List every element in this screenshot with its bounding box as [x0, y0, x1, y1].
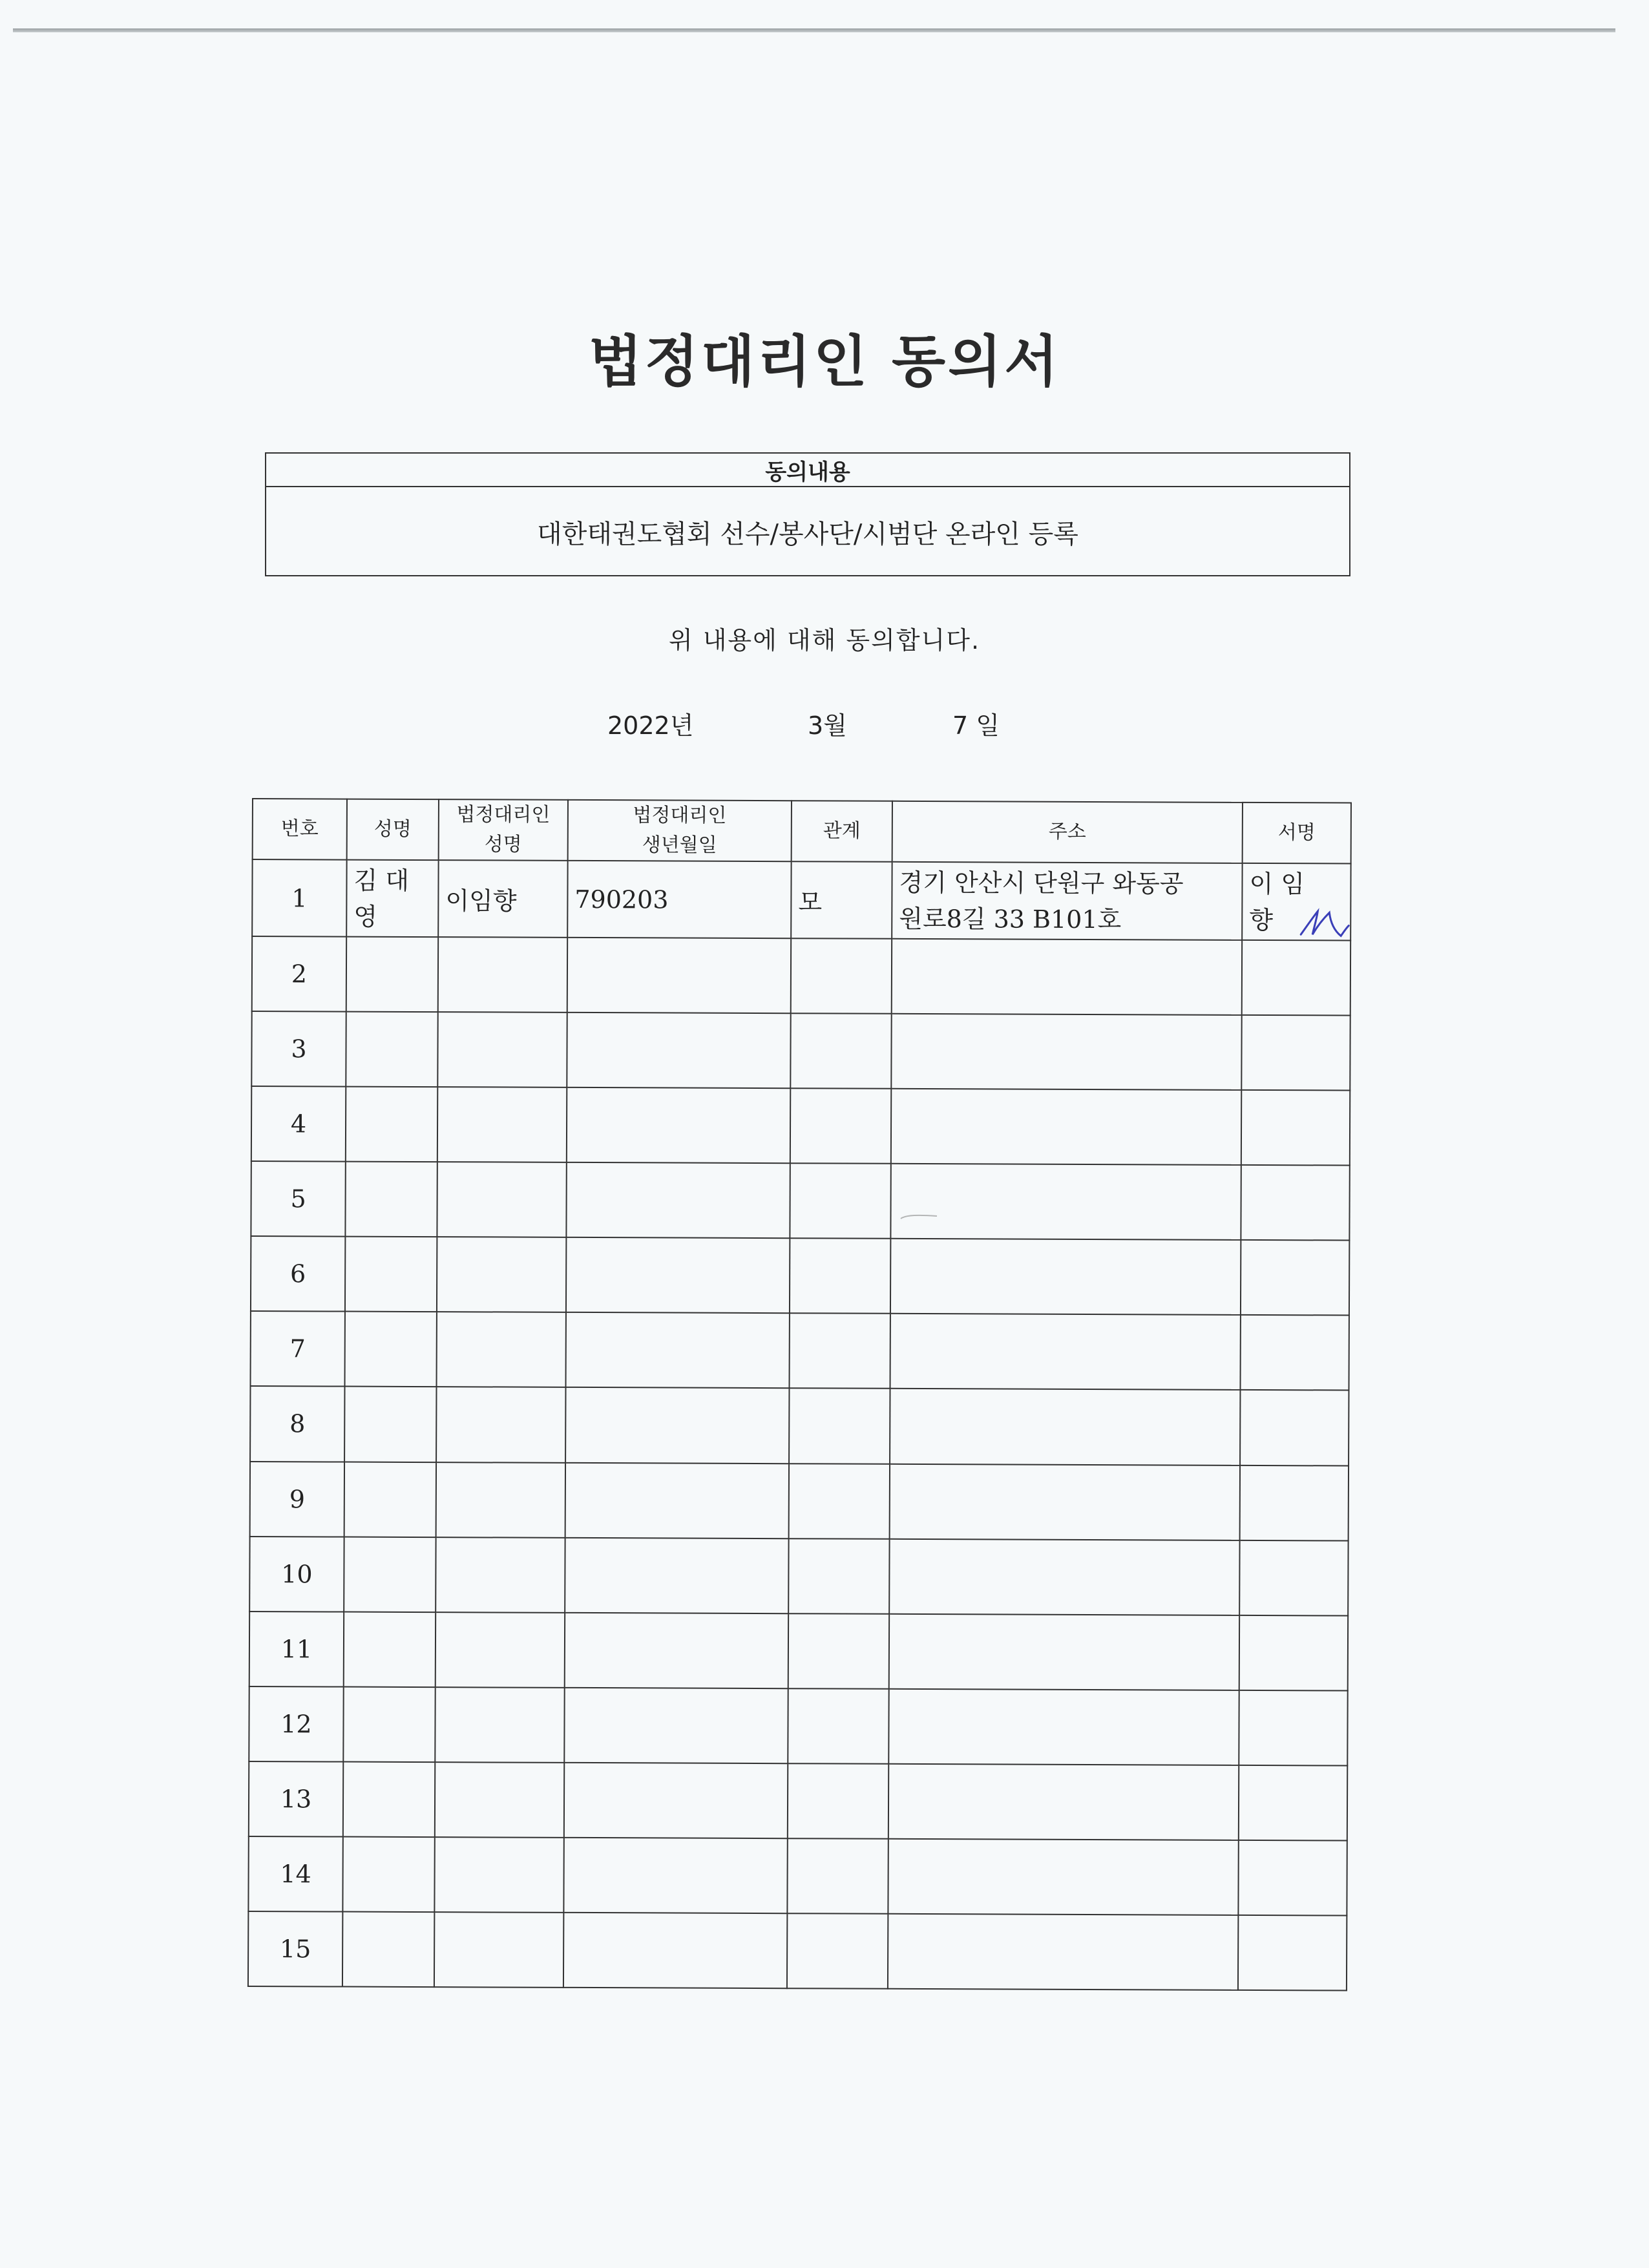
table-row	[251, 1161, 1349, 1241]
header-guardian-name-line2: 성명	[484, 833, 522, 856]
cell-address	[890, 1314, 1240, 1390]
cell-guardian-name	[437, 1087, 567, 1162]
cell-address	[891, 1089, 1241, 1165]
cell-name	[346, 1087, 437, 1162]
cell-signature	[1241, 1240, 1349, 1316]
table-row	[248, 1836, 1347, 1916]
cell-relation	[788, 1763, 888, 1839]
header-relation: 관계	[792, 801, 892, 862]
cell-name	[343, 1761, 435, 1837]
table-row	[249, 1537, 1348, 1616]
cell-name	[345, 1162, 437, 1237]
cell-signature	[1239, 1765, 1347, 1841]
cell-no: 12	[249, 1686, 343, 1762]
cell-signature	[1238, 1840, 1347, 1916]
cell-address	[888, 1764, 1239, 1840]
cell-signature: 이 임 향	[1242, 863, 1350, 941]
consent-body: 대한태권도협회 선수/봉사단/시범단 온라인 등록	[537, 519, 1078, 549]
cell-name	[342, 1911, 434, 1987]
cell-relation	[787, 1838, 888, 1914]
cell-address	[888, 1688, 1239, 1765]
cell-guardian-name	[437, 1237, 566, 1312]
cell-address	[891, 1014, 1241, 1090]
table-row	[249, 1612, 1348, 1691]
cell-signature	[1242, 940, 1350, 1016]
cell-signature	[1239, 1540, 1348, 1615]
agreement-statement: 위 내용에 대해 동의합니다.	[668, 626, 981, 655]
cell-guardian-name	[438, 937, 567, 1013]
cell-guardian-name	[436, 1537, 565, 1613]
cell-name	[343, 1686, 435, 1762]
cell-address: 경기 안산시 단원구 와동공 원로8길 33 B101호	[892, 862, 1242, 940]
table-row	[251, 1011, 1350, 1091]
cell-no: 14	[248, 1836, 342, 1912]
header-no: 번호	[253, 799, 347, 860]
cell-signature	[1240, 1390, 1349, 1465]
cell-no: 11	[249, 1612, 344, 1687]
cell-name	[346, 937, 438, 1013]
cell-guardian-birth	[567, 1013, 790, 1088]
table-row	[249, 1686, 1347, 1766]
cell-no: 9	[250, 1462, 344, 1537]
cell-address	[890, 1389, 1240, 1465]
guardian-table	[247, 798, 1352, 1991]
cell-guardian-birth	[566, 1162, 790, 1238]
cell-signature	[1240, 1315, 1349, 1391]
date-month: 3월	[808, 711, 847, 740]
cell-guardian-name	[437, 1162, 566, 1237]
cell-address	[888, 1839, 1238, 1915]
cell-relation	[790, 1013, 891, 1089]
table-header-row	[253, 799, 1351, 864]
cell-name	[344, 1612, 436, 1687]
cell-name	[346, 1012, 437, 1087]
cell-relation	[789, 1464, 890, 1539]
table-body	[248, 859, 1351, 1991]
cell-signature	[1238, 1915, 1347, 1991]
cell-name: 김 대 영	[346, 860, 438, 938]
cell-no: 4	[251, 1086, 346, 1162]
table-row	[249, 1761, 1347, 1841]
cell-guardian-name: 이임향	[438, 860, 567, 938]
cell-relation	[789, 1314, 890, 1389]
cell-guardian-name	[436, 1387, 565, 1463]
table-row	[250, 1386, 1349, 1465]
cell-guardian-name	[437, 1312, 566, 1387]
header-guardian-birth-line1: 법정대리인	[633, 804, 727, 827]
table-row	[251, 1236, 1349, 1316]
cell-name	[344, 1387, 436, 1462]
cell-no: 1	[252, 859, 346, 937]
cell-guardian-name	[436, 1462, 565, 1538]
cell-relation	[788, 1688, 888, 1764]
cell-no: 15	[248, 1911, 342, 1987]
cell-guardian-birth	[564, 1688, 788, 1763]
cell-guardian-birth: 790203	[567, 861, 791, 938]
consent-content-box	[265, 452, 1350, 576]
header-guardian-name	[439, 799, 568, 861]
document-title: 법정대리인 동의서	[588, 330, 1061, 394]
cell-address	[890, 1164, 1241, 1240]
cell-name	[344, 1462, 436, 1537]
guardian-table-container	[247, 798, 1350, 1991]
header-guardian-birth	[568, 800, 792, 861]
scan-edge-line	[13, 28, 1615, 32]
cell-guardian-birth	[564, 1763, 788, 1838]
cell-guardian-birth	[567, 1087, 790, 1163]
cell-relation: 모	[791, 861, 892, 939]
cell-guardian-birth	[566, 1312, 790, 1388]
cell-address	[892, 939, 1242, 1015]
cell-name	[344, 1537, 436, 1612]
cell-signature	[1239, 1615, 1348, 1691]
consent-header: 동의내용	[266, 454, 1349, 487]
cell-guardian-name	[437, 1012, 567, 1087]
cell-name	[345, 1237, 437, 1312]
cell-no: 8	[250, 1386, 344, 1462]
cell-signature	[1241, 1165, 1349, 1241]
cell-relation	[791, 938, 892, 1014]
cell-guardian-birth	[563, 1838, 787, 1913]
cell-address	[890, 1464, 1240, 1540]
cell-guardian-name	[435, 1762, 564, 1838]
table-row	[252, 936, 1350, 1016]
header-name: 성명	[347, 799, 439, 861]
cell-relation	[790, 1163, 890, 1239]
cell-address	[888, 1914, 1238, 1990]
header-guardian-birth-line2: 생년월일	[642, 834, 717, 857]
date-year: 2022년	[607, 711, 694, 740]
cell-relation	[787, 1913, 888, 1989]
cell-no: 7	[251, 1311, 345, 1387]
table-row	[251, 1311, 1349, 1391]
cell-name	[345, 1312, 437, 1387]
table-row	[252, 859, 1350, 941]
cell-relation	[788, 1613, 889, 1689]
cell-guardian-birth	[565, 1387, 789, 1463]
cell-relation	[788, 1538, 889, 1614]
scan-smudge	[899, 1212, 938, 1221]
cell-guardian-name	[434, 1837, 563, 1913]
header-address: 주소	[892, 801, 1243, 863]
cell-guardian-birth	[565, 1613, 788, 1688]
cell-signature	[1241, 1015, 1350, 1091]
cell-no: 10	[249, 1537, 344, 1612]
cell-address	[889, 1538, 1239, 1615]
cell-no: 2	[252, 936, 346, 1012]
handwritten-signature	[1298, 906, 1350, 938]
cell-guardian-name	[434, 1912, 563, 1988]
cell-guardian-name	[435, 1687, 564, 1763]
cell-relation	[789, 1389, 890, 1464]
cell-address	[890, 1239, 1241, 1315]
cell-guardian-name	[436, 1612, 565, 1688]
table-row	[250, 1462, 1349, 1541]
cell-no: 3	[251, 1011, 346, 1087]
cell-signature	[1239, 1690, 1347, 1766]
cell-guardian-birth	[565, 1462, 789, 1538]
header-signature: 서명	[1243, 803, 1351, 864]
cell-no: 13	[249, 1761, 343, 1837]
cell-guardian-birth	[566, 1237, 790, 1313]
cell-guardian-birth	[563, 1913, 787, 1988]
date-day: 7 일	[952, 711, 1000, 740]
cell-address	[889, 1613, 1239, 1690]
table-row	[248, 1911, 1347, 1991]
cell-no: 6	[251, 1236, 345, 1312]
cell-signature	[1240, 1465, 1349, 1540]
cell-guardian-birth	[565, 1537, 788, 1613]
cell-relation	[790, 1088, 891, 1164]
header-guardian-name-line1: 법정대리인	[456, 803, 551, 826]
cell-signature	[1241, 1090, 1350, 1166]
cell-no: 5	[251, 1161, 345, 1237]
cell-name	[342, 1836, 434, 1912]
cell-relation	[790, 1239, 890, 1314]
table-row	[251, 1086, 1350, 1166]
cell-guardian-birth	[567, 938, 791, 1013]
